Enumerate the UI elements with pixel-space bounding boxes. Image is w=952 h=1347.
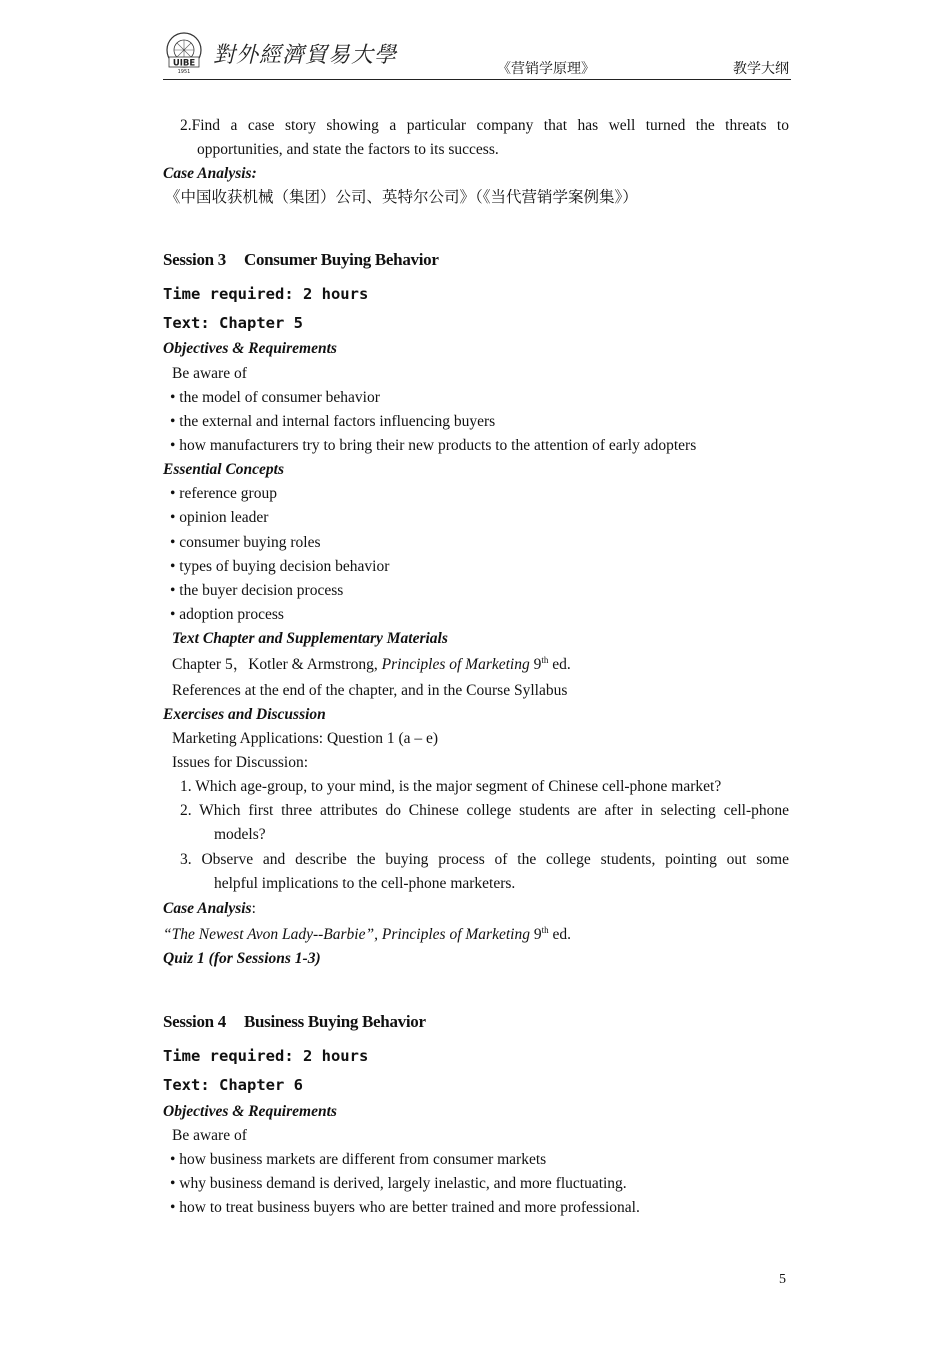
session-3-case-label xyxy=(163,900,256,918)
session-3-time: Time required: 2 hours xyxy=(163,285,369,303)
case-label-text: Case Analysis xyxy=(163,900,252,917)
case-analysis-label: Case Analysis: xyxy=(163,165,257,182)
materials-book-title: Principles of Marketing xyxy=(381,656,530,673)
session-4-aware: Be aware of xyxy=(172,1127,247,1144)
university-name: 對外經濟貿易大學 xyxy=(213,43,398,68)
session-3-case-title xyxy=(163,926,571,944)
page-number: 5 xyxy=(779,1272,786,1287)
session-4-text: Text: Chapter 6 xyxy=(163,1076,303,1094)
objective-item: • how to treat business buyers who are better trained and more professional. xyxy=(170,1199,640,1216)
materials-edition: ed. xyxy=(548,656,571,673)
concept-item: • consumer buying roles xyxy=(170,534,321,551)
objective-item: • how business markets are different from consumer markets xyxy=(170,1151,547,1168)
materials-edition-number: 9 xyxy=(529,656,542,673)
session-3-heading xyxy=(163,251,439,269)
materials-reference xyxy=(172,656,571,674)
case-title-text: “The Newest Avon Lady--Barbie”, Principles of Marketing xyxy=(163,926,530,943)
svg-text:UIBE: UIBE xyxy=(172,58,196,69)
marketing-applications: Marketing Applications: Question 1 (a – e) xyxy=(172,730,439,747)
materials-edition-suffix: th xyxy=(541,655,549,665)
issues-label: Issues for Discussion: xyxy=(172,754,309,771)
concept-item: • adoption process xyxy=(170,606,284,623)
session-4-objectives-label: Objectives & Requirements xyxy=(163,1103,337,1120)
materials-label: Text Chapter and Supplementary Materials xyxy=(172,630,448,647)
session-4-time: Time required: 2 hours xyxy=(163,1047,369,1065)
discussion-question-2-line-1: 2. Which first three attributes do Chinese college students are after in selecting cell-phone xyxy=(180,802,789,819)
case-edition-number: 9 xyxy=(529,926,542,943)
concept-item: • opinion leader xyxy=(170,509,269,526)
discussion-question-2-line-2: models? xyxy=(214,826,266,843)
svg-text:1951: 1951 xyxy=(177,69,191,74)
case-label-colon: : xyxy=(251,900,256,917)
case-edition: ed. xyxy=(548,926,571,943)
concept-item: • reference group xyxy=(170,485,277,502)
discussion-question-1: 1. Which age-group, to your mind, is the major segment of Chinese cell-phone market? xyxy=(180,778,722,795)
objective-item: • the external and internal factors influencing buyers xyxy=(170,413,496,430)
document-type: 教学大纲 xyxy=(733,62,789,77)
objective-item: • the model of consumer behavior xyxy=(170,389,380,406)
session-3-text: Text: Chapter 5 xyxy=(163,314,303,332)
session-3-number: Session 3 xyxy=(163,250,226,269)
concept-item: • types of buying decision behavior xyxy=(170,558,390,575)
case-edition-suffix: th xyxy=(541,925,549,935)
objective-item: • why business demand is derived, largely inelastic, and more fluctuating. xyxy=(170,1175,627,1192)
discussion-question-3-line-2: helpful implications to the cell-phone marketers. xyxy=(214,875,516,892)
page-header xyxy=(163,30,791,80)
course-title: 《营销学原理》 xyxy=(497,62,595,77)
objective-item: • how manufacturers try to bring their new products to the attention of early adopters xyxy=(170,437,697,454)
discussion-question-3-line-1: 3. Observe and describe the buying process of the college students, pointing out some xyxy=(180,851,789,868)
session-3-aware: Be aware of xyxy=(172,365,247,382)
session-4-title: Business Buying Behavior xyxy=(243,1012,426,1031)
session-3-objectives-label: Objectives & Requirements xyxy=(163,340,337,357)
question-2-line-1: 2.Find a case story showing a particular company that has well turned the threats to xyxy=(180,117,789,134)
quiz-label: Quiz 1 (for Sessions 1-3) xyxy=(163,950,321,967)
references-text: References at the end of the chapter, and in the Course Syllabus xyxy=(172,682,568,699)
concept-item: • the buyer decision process xyxy=(170,582,344,599)
session-3-title: Consumer Buying Behavior xyxy=(243,250,439,269)
question-2-line-2: opportunities, and state the factors to its success. xyxy=(197,141,499,158)
university-logo-icon xyxy=(163,30,205,74)
essential-concepts-label: Essential Concepts xyxy=(163,461,285,478)
materials-prefix: Chapter 5，Kotler & Armstrong, xyxy=(172,656,382,673)
exercises-label: Exercises and Discussion xyxy=(163,706,326,723)
session-4-number: Session 4 xyxy=(163,1012,226,1031)
case-analysis-text: 《中国收获机械（集团）公司、英特尔公司》（《当代营销学案例集》） xyxy=(165,189,638,206)
session-4-heading xyxy=(163,1013,426,1031)
